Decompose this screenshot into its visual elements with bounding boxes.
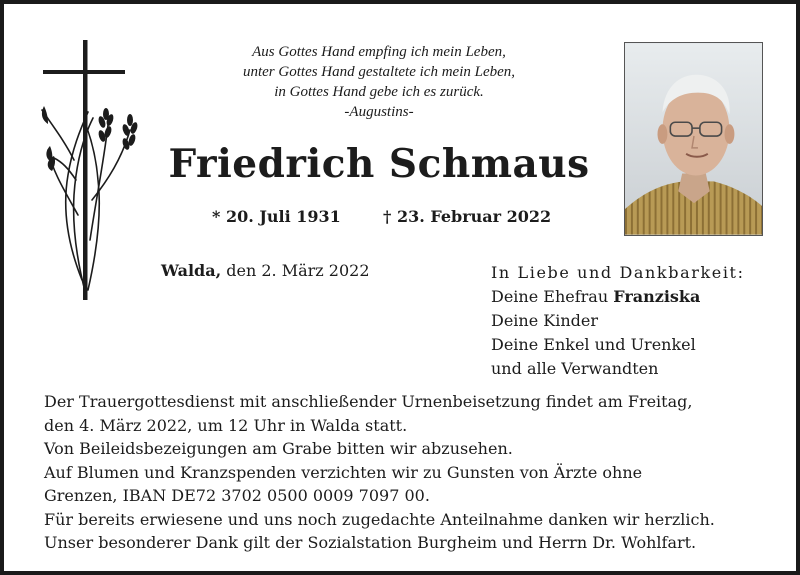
notice-line: Von Beileidsbezeigungen am Grabe bitten wir abzusehen. — [44, 439, 513, 458]
service-notice — [44, 390, 715, 555]
poem-line: in Gottes Hand gebe ich es zurück. — [274, 84, 484, 100]
mourners-list — [491, 261, 745, 381]
notice-line: Grenzen, IBAN DE72 3702 0500 0009 7097 00. — [44, 486, 430, 505]
mourners-heading: In Liebe und Dankbarkeit: — [491, 263, 745, 282]
birth-date: * 20. Juli 1931 — [212, 207, 341, 226]
notice-line: Auf Blumen und Kranzspenden verzichten wir zu Gunsten von Ärzte ohne — [44, 462, 643, 482]
poem-line: unter Gottes Hand gestaltete ich mein Leben, — [242, 64, 516, 80]
poem-line: Aus Gottes Hand empfing ich mein Leben, — [252, 44, 506, 60]
notice-date: den 2. März 2022 — [226, 261, 370, 280]
mourner-wife-prefix: Deine Ehefrau — [491, 287, 609, 306]
mourner-wife-name: Franziska — [613, 287, 701, 306]
cross-with-wheat-icon — [38, 40, 138, 304]
notice-line: Der Trauergottesdienst mit anschließender Urnenbeisetzung findet am Freitag, — [44, 392, 693, 411]
mourner-wife — [491, 285, 745, 309]
memorial-poem — [184, 42, 574, 122]
notice-line: Für bereits erwiesene und uns noch zugedachte Anteilnahme danken wir herzlich. — [44, 509, 715, 529]
place-date-line — [161, 261, 370, 280]
place-name: Walda, — [161, 261, 222, 280]
notice-line: Unser besonderer Dank gilt der Sozialstation Burgheim und Herrn Dr. Wohlfart. — [44, 533, 697, 552]
poem-author: -Augustins- — [344, 104, 414, 120]
deceased-name: Friedrich Schmaus — [168, 141, 590, 187]
mourner-children: Deine Kinder — [491, 311, 599, 330]
portrait-photo — [624, 42, 763, 236]
death-date: † 23. Februar 2022 — [383, 207, 552, 226]
notice-line: den 4. März 2022, um 12 Uhr in Walda statt. — [44, 415, 408, 435]
mourner-grandchildren: Deine Enkel und Urenkel — [491, 335, 696, 354]
mourner-relatives: und alle Verwandten — [491, 359, 659, 378]
